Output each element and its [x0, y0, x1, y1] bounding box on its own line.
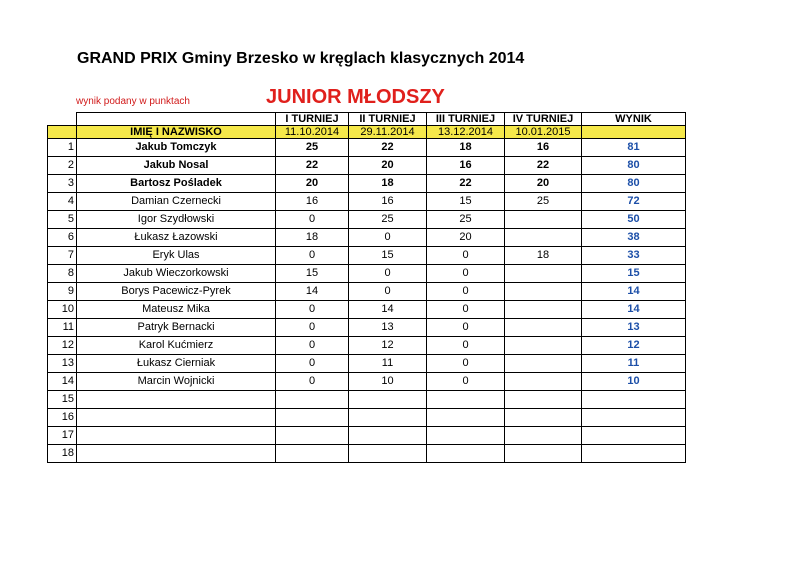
tournament-4-points: [505, 229, 582, 247]
header-date-2: 29.11.2014: [349, 126, 427, 139]
table-row: [48, 373, 686, 391]
tournament-4-points: [505, 301, 582, 319]
table-row: [48, 337, 686, 355]
total-score: 80: [582, 175, 686, 193]
player-name: Patryk Bernacki: [77, 319, 276, 337]
header-result: WYNIK: [582, 113, 686, 126]
tournament-4-points: [505, 445, 582, 463]
total-score: 14: [582, 283, 686, 301]
tournament-4-points: [505, 427, 582, 445]
tournament-4-points: 25: [505, 193, 582, 211]
player-name: Jakub Wieczorkowski: [77, 265, 276, 283]
header-t2: II TURNIEJ: [349, 113, 427, 126]
tournament-1-points: 20: [276, 175, 349, 193]
table-row: [48, 283, 686, 301]
tournament-2-points: 0: [349, 283, 427, 301]
row-number: 12: [48, 337, 77, 355]
total-score: 10: [582, 373, 686, 391]
header-name: IMIĘ I NAZWISKO: [77, 126, 276, 139]
tournament-3-points: 16: [427, 157, 505, 175]
player-name: [77, 445, 276, 463]
header-t1: I TURNIEJ: [276, 113, 349, 126]
tournament-2-points: 12: [349, 337, 427, 355]
tournament-4-points: 22: [505, 157, 582, 175]
tournament-3-points: 25: [427, 211, 505, 229]
player-name: Bartosz Pośladek: [77, 175, 276, 193]
tournament-2-points: 13: [349, 319, 427, 337]
table-row: [48, 139, 686, 157]
tournament-2-points: [349, 409, 427, 427]
header-row-tournaments: [48, 113, 686, 126]
header-result-blank: [582, 126, 686, 139]
header-blank: [77, 113, 276, 126]
player-name: [77, 409, 276, 427]
tournament-4-points: 16: [505, 139, 582, 157]
table-row: [48, 319, 686, 337]
tournament-4-points: [505, 373, 582, 391]
row-number: 17: [48, 427, 77, 445]
player-name: Mateusz Mika: [77, 301, 276, 319]
row-number: 1: [48, 139, 77, 157]
tournament-1-points: 0: [276, 373, 349, 391]
header-row-dates: [48, 126, 686, 139]
tournament-3-points: 0: [427, 337, 505, 355]
tournament-1-points: 14: [276, 283, 349, 301]
player-name: Damian Czernecki: [77, 193, 276, 211]
table-row: [48, 265, 686, 283]
tournament-1-points: 0: [276, 211, 349, 229]
total-score: 15: [582, 265, 686, 283]
tournament-1-points: [276, 427, 349, 445]
table-row: [48, 211, 686, 229]
tournament-4-points: [505, 283, 582, 301]
tournament-2-points: 10: [349, 373, 427, 391]
row-number: 5: [48, 211, 77, 229]
row-number: 14: [48, 373, 77, 391]
table-row: [48, 391, 686, 409]
table-row: [48, 301, 686, 319]
tournament-2-points: 0: [349, 229, 427, 247]
tournament-4-points: 18: [505, 247, 582, 265]
points-note: wynik podany w punktach: [76, 96, 190, 107]
table-row: [48, 427, 686, 445]
tournament-1-points: 0: [276, 247, 349, 265]
row-number: 15: [48, 391, 77, 409]
row-number: 6: [48, 229, 77, 247]
header-date-1: 11.10.2014: [276, 126, 349, 139]
table-row: [48, 229, 686, 247]
tournament-1-points: 15: [276, 265, 349, 283]
total-score: 14: [582, 301, 686, 319]
category-title: JUNIOR MŁODSZY: [266, 86, 445, 108]
player-name: Jakub Nosal: [77, 157, 276, 175]
table-row: [48, 445, 686, 463]
total-score: 12: [582, 337, 686, 355]
tournament-2-points: 14: [349, 301, 427, 319]
row-number: 13: [48, 355, 77, 373]
tournament-1-points: 25: [276, 139, 349, 157]
row-number: 2: [48, 157, 77, 175]
tournament-2-points: 15: [349, 247, 427, 265]
row-number: 16: [48, 409, 77, 427]
player-name: Jakub Tomczyk: [77, 139, 276, 157]
total-score: 80: [582, 157, 686, 175]
total-score: 11: [582, 355, 686, 373]
tournament-2-points: 22: [349, 139, 427, 157]
tournament-4-points: [505, 319, 582, 337]
tournament-2-points: [349, 445, 427, 463]
tournament-3-points: [427, 409, 505, 427]
tournament-4-points: [505, 409, 582, 427]
tournament-3-points: 22: [427, 175, 505, 193]
table-row: [48, 193, 686, 211]
tournament-1-points: 0: [276, 355, 349, 373]
row-number: 3: [48, 175, 77, 193]
player-name: Karol Kućmierz: [77, 337, 276, 355]
player-name: [77, 391, 276, 409]
table-row: [48, 175, 686, 193]
header-date-3: 13.12.2014: [427, 126, 505, 139]
row-number: 11: [48, 319, 77, 337]
tournament-1-points: 0: [276, 319, 349, 337]
tournament-2-points: [349, 427, 427, 445]
row-number: 7: [48, 247, 77, 265]
tournament-3-points: 0: [427, 301, 505, 319]
tournament-3-points: [427, 445, 505, 463]
row-number: 18: [48, 445, 77, 463]
row-number: 4: [48, 193, 77, 211]
tournament-3-points: [427, 391, 505, 409]
tournament-1-points: 16: [276, 193, 349, 211]
total-score: [582, 409, 686, 427]
total-score: 50: [582, 211, 686, 229]
tournament-3-points: 15: [427, 193, 505, 211]
total-score: 81: [582, 139, 686, 157]
tournament-2-points: 16: [349, 193, 427, 211]
total-score: [582, 445, 686, 463]
tournament-1-points: [276, 445, 349, 463]
player-name: [77, 427, 276, 445]
tournament-2-points: 20: [349, 157, 427, 175]
tournament-3-points: 0: [427, 373, 505, 391]
table-row: [48, 247, 686, 265]
player-name: Łukasz Łazowski: [77, 229, 276, 247]
total-score: 13: [582, 319, 686, 337]
tournament-2-points: 25: [349, 211, 427, 229]
tournament-3-points: 0: [427, 319, 505, 337]
tournament-4-points: [505, 355, 582, 373]
player-name: Igor Szydłowski: [77, 211, 276, 229]
tournament-3-points: [427, 427, 505, 445]
player-name: Eryk Ulas: [77, 247, 276, 265]
header-t4: IV TURNIEJ: [505, 113, 582, 126]
header-num-blank: [48, 126, 77, 139]
tournament-3-points: 0: [427, 247, 505, 265]
row-number: 8: [48, 265, 77, 283]
tournament-3-points: 18: [427, 139, 505, 157]
row-number: 9: [48, 283, 77, 301]
tournament-4-points: 20: [505, 175, 582, 193]
table-row: [48, 157, 686, 175]
total-score: [582, 427, 686, 445]
total-score: 33: [582, 247, 686, 265]
page-title: GRAND PRIX Gminy Brzesko w kręglach klasycznych 2014: [77, 50, 525, 67]
corner-cell: [48, 113, 77, 126]
player-name: Łukasz Cierniak: [77, 355, 276, 373]
tournament-4-points: [505, 337, 582, 355]
header-t3: III TURNIEJ: [427, 113, 505, 126]
tournament-3-points: 20: [427, 229, 505, 247]
tournament-2-points: 18: [349, 175, 427, 193]
total-score: 72: [582, 193, 686, 211]
tournament-4-points: [505, 391, 582, 409]
table-row: [48, 409, 686, 427]
total-score: 38: [582, 229, 686, 247]
tournament-3-points: 0: [427, 265, 505, 283]
row-number: 10: [48, 301, 77, 319]
tournament-1-points: [276, 391, 349, 409]
tournament-3-points: 0: [427, 355, 505, 373]
tournament-4-points: [505, 211, 582, 229]
tournament-1-points: 18: [276, 229, 349, 247]
tournament-1-points: 22: [276, 157, 349, 175]
player-name: Borys Pacewicz-Pyrek: [77, 283, 276, 301]
results-table: [47, 112, 686, 463]
header-date-4: 10.01.2015: [505, 126, 582, 139]
tournament-3-points: 0: [427, 283, 505, 301]
tournament-1-points: [276, 409, 349, 427]
total-score: [582, 391, 686, 409]
tournament-2-points: 11: [349, 355, 427, 373]
table-row: [48, 355, 686, 373]
tournament-2-points: 0: [349, 265, 427, 283]
player-name: Marcin Wojnicki: [77, 373, 276, 391]
tournament-2-points: [349, 391, 427, 409]
tournament-1-points: 0: [276, 337, 349, 355]
tournament-1-points: 0: [276, 301, 349, 319]
tournament-4-points: [505, 265, 582, 283]
